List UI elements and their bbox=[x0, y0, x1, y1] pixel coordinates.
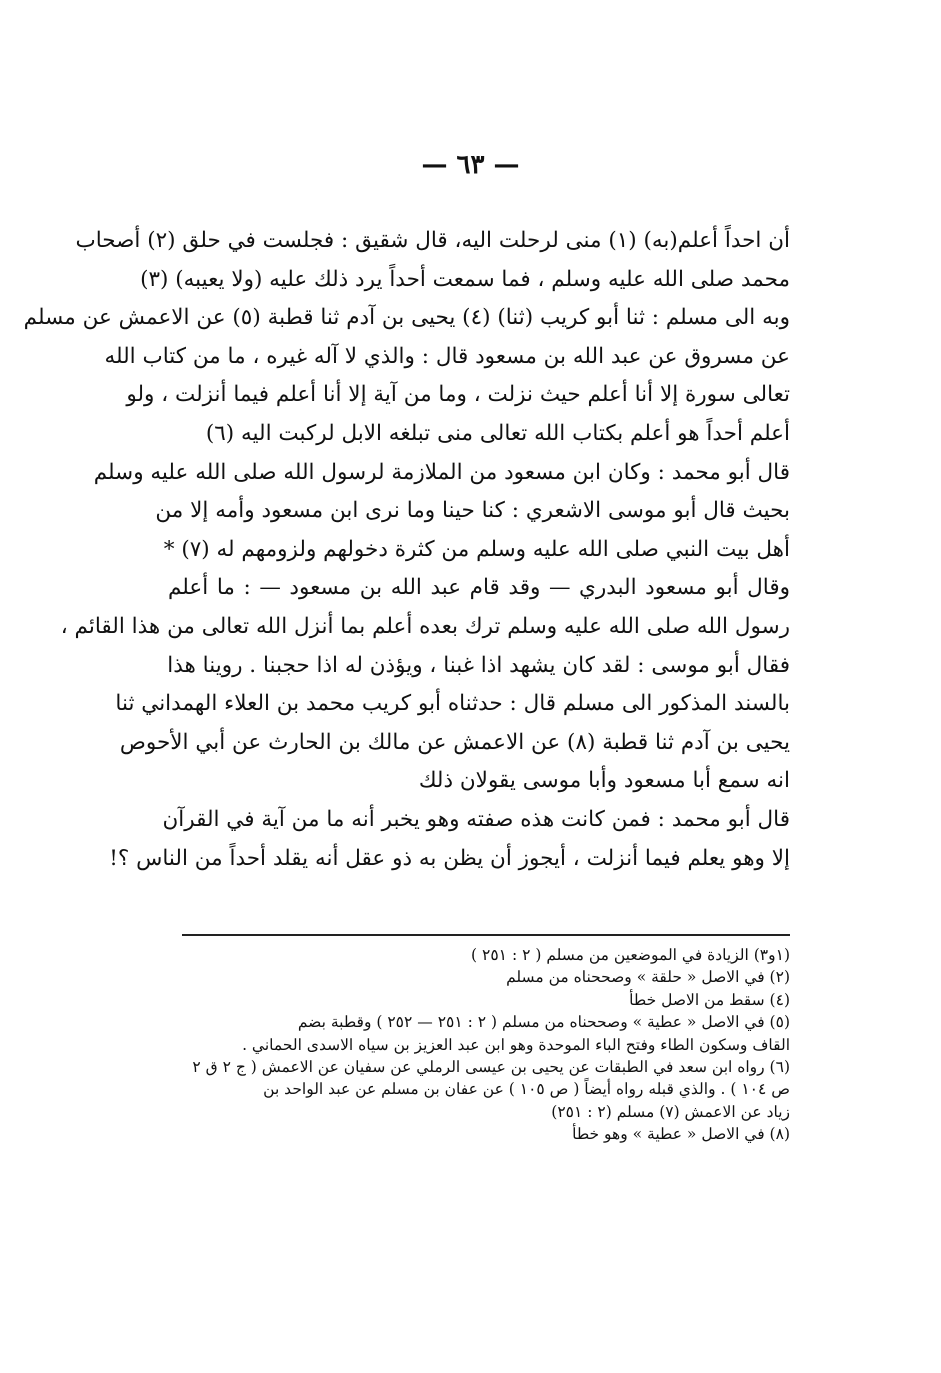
footnote: (٥) في الاصل « عطية » وصححناه من مسلم ( ٢ : ٢٥١ — ٢٥٢ ) وقطبة بضم bbox=[297, 1013, 790, 1032]
text-line: إلا وهو يعلم فيما أنزلت ، أيجوز أن يظن به ذو عقل أنه يقلد أحداً من الناس ؟! bbox=[109, 845, 790, 871]
footnote: القاف وسكون الطاء وفتح الباء الموحدة وهو ابن عبد العزيز بن سياه الاسدى الحماني . bbox=[242, 1035, 790, 1054]
text-line: تعالى سورة إلا أنا أعلم حيث نزلت ، وما من آية إلا أنا أعلم فيما أنزلت ، ولو bbox=[126, 382, 790, 408]
footnote: (١و٣) الزيادة في الموضعين من مسلم ( ٢ : ٢٥١ ) bbox=[471, 946, 790, 964]
text-line: قال أبو محمد : فمن كانت هذه صفته وهو يخبر أنه ما من آية في القرآن bbox=[162, 806, 790, 832]
main-text bbox=[23, 222, 790, 878]
text-line: يحيى بن آدم ثنا قطبة (٨) عن الاعمش عن مالك بن الحارث عن أبي الأحوص bbox=[119, 729, 790, 755]
footnote: ص ١٠٤ ) . والذي قبله رواه أيضاً ( ص ١٠٥ ) عن عفان بن مسلم عن عبد الواحد بن bbox=[263, 1080, 790, 1099]
text-line: أن احداً أعلم(به) (١) منى لرحلت اليه، قال شقيق : فجلست في حلق (٢) أصحاب bbox=[75, 228, 790, 253]
page-number: — ٦٣ — bbox=[421, 150, 520, 180]
footnote: (٨) في الاصل « عطية » وهو خطأ bbox=[572, 1125, 790, 1144]
text-line: أعلم أحداً هو أعلم بكتاب الله تعالى منى تبلغه الابل لركبت اليه (٦) bbox=[205, 420, 790, 446]
text-line: وبه الى مسلم : ثنا أبو كريب (ثنا) (٤) يحيى بن آدم ثنا قطبة (٥) عن الاعمش عن مسلم bbox=[23, 305, 790, 331]
text-line: بحيث قال أبو موسى الاشعري : كنا حينا وما نرى ابن مسعود وأمه إلا من bbox=[155, 498, 790, 524]
footnote-separator bbox=[182, 934, 790, 936]
footnote: زياد عن الاعمش (٧) مسلم (٢ : ٢٥١) bbox=[551, 1102, 790, 1121]
text-line: رسول الله صلى الله عليه وسلم ترك بعده أعلم بما أنزل الله تعالى من هذا القائم ، bbox=[60, 613, 790, 639]
footnote: (٤) سقط من الاصل خطأ bbox=[629, 990, 790, 1009]
text-line: فقال أبو موسى : لقد كان يشهد اذا غبنا ، ويؤذن له اذا حجبنا . روينا هذا bbox=[167, 652, 790, 678]
text-line: عن مسروق عن عبد الله بن مسعود قال : والذي لا آله غيره ، ما من كتاب الله bbox=[104, 343, 790, 369]
text-line: قال أبو محمد : وكان ابن مسعود من الملازمة لرسول الله صلى الله عليه وسلم bbox=[93, 459, 790, 485]
text-line: انه سمع أبا مسعود وأبا موسى يقولان ذلك bbox=[418, 768, 790, 794]
text-line: أهل بيت النبي صلى الله عليه وسلم من كثرة دخولهم ولزومهم له (٧) * bbox=[163, 536, 790, 562]
text-line: بالسند المذكور الى مسلم قال : حدثناه أبو كريب محمد بن العلاء الهمداني ثنا bbox=[115, 691, 790, 717]
footnote: (٢) في الاصل « حلقة » وصححناه من مسلم bbox=[506, 968, 790, 987]
text-line: محمد صلى الله عليه وسلم ، فما سمعت أحداً يرد ذلك عليه (ولا يعيبه) (٣) bbox=[140, 266, 790, 292]
footnotes bbox=[176, 944, 790, 1146]
text-line: وقال أبو مسعود البدري — وقد قام عبد الله بن مسعود — : ما أعلم bbox=[168, 575, 790, 601]
footnote: (٦) رواه ابن سعد في الطبقات عن يحيى بن عيسى الرملي عن سفيان عن الاعمش ( ج ٢ ق ٢ bbox=[192, 1058, 790, 1077]
